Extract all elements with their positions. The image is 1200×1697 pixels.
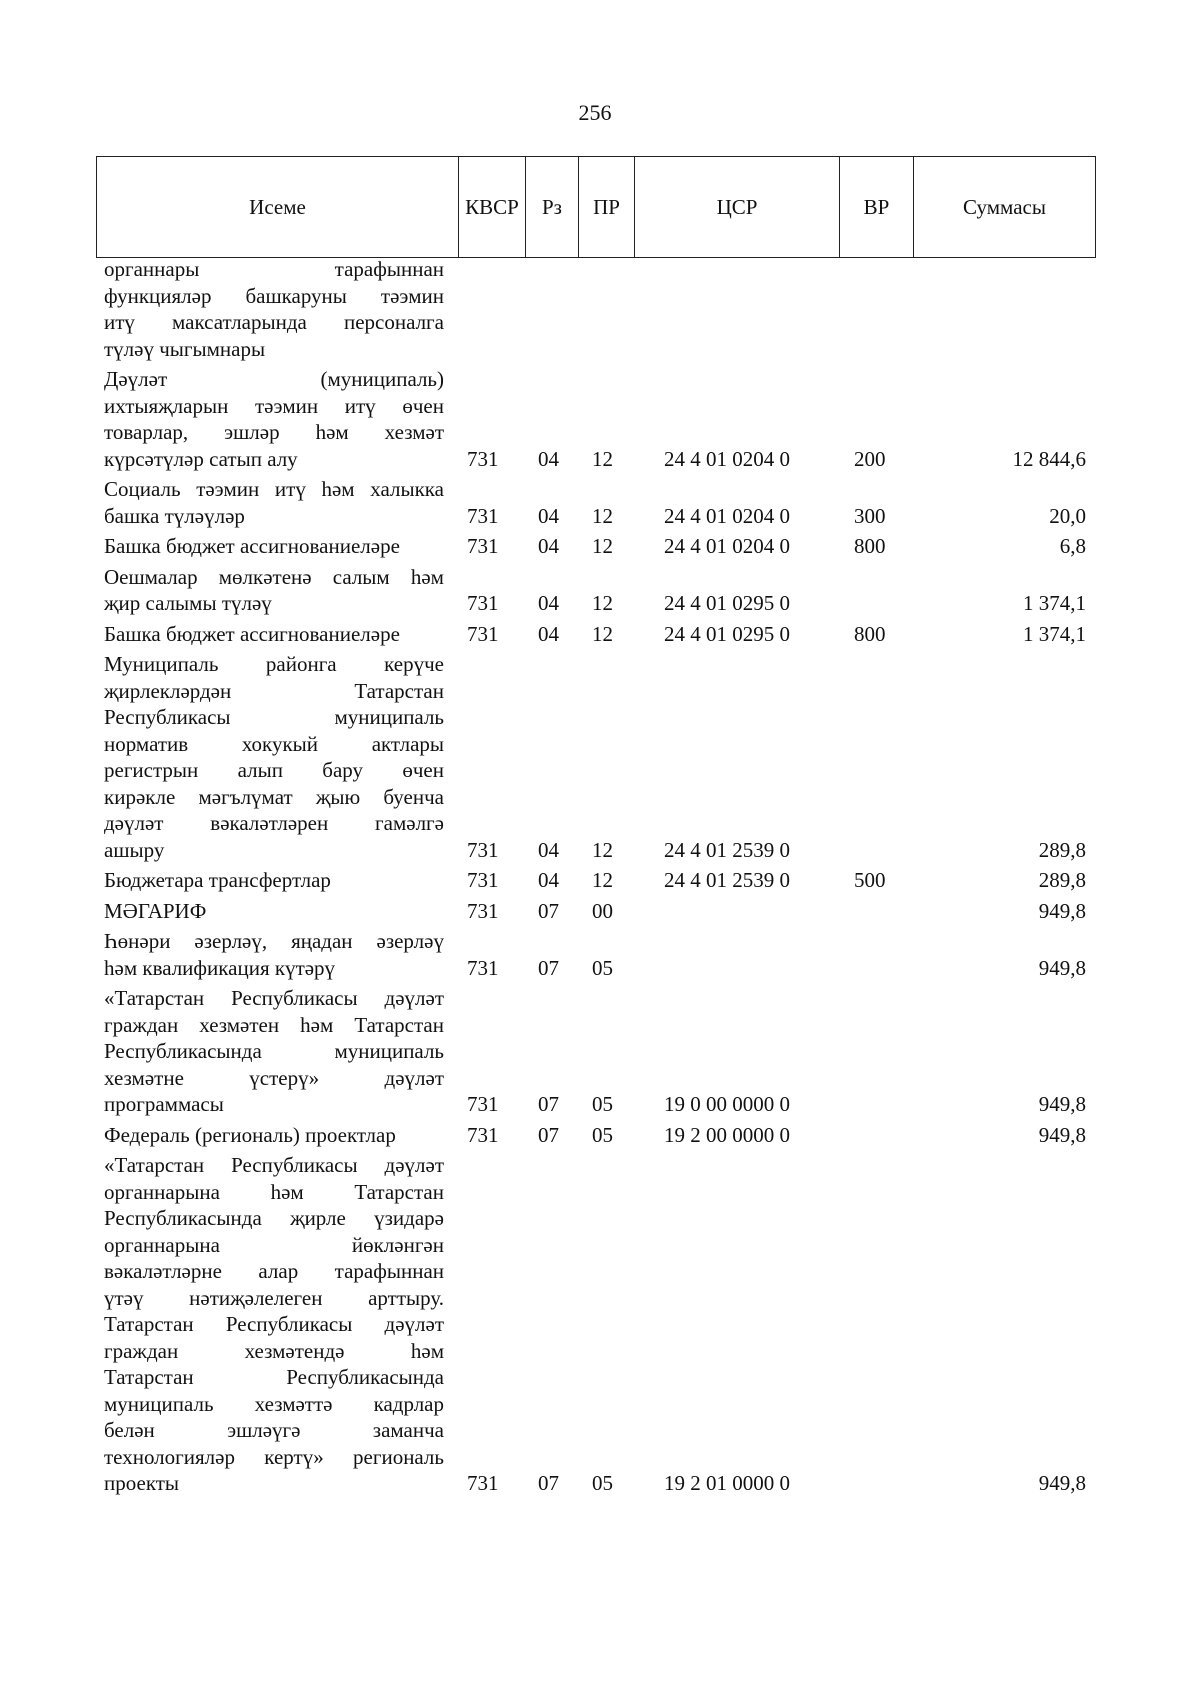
table-row <box>0 621 1200 648</box>
cell-csr: 19 0 00 0000 0 <box>664 1092 790 1116</box>
cell-kvsr: 731 <box>467 955 499 980</box>
row-name <box>104 867 444 894</box>
cell-vr: 800 <box>854 534 886 558</box>
cell-rz: 04 <box>538 621 559 646</box>
row-name-line: Башка бюджет ассигнованиеләре <box>104 534 400 558</box>
table-row <box>0 928 1200 981</box>
row-name-line: функцияләр башкаруны тәэмин <box>104 283 444 308</box>
cell-csr: 24 4 01 0204 0 <box>664 446 790 471</box>
column-header-vr: ВР <box>840 157 914 257</box>
row-name-line: регистрын алып бару өчен <box>104 758 444 782</box>
table-row <box>0 256 1200 362</box>
cell-vr: 500 <box>854 868 886 892</box>
table-row <box>0 898 1200 925</box>
cell-rz: 07 <box>538 1471 559 1495</box>
row-name-line: органнары тарафыннан <box>104 257 444 281</box>
cell-pr: 05 <box>592 955 613 980</box>
row-name-line: Республикасы муниципаль <box>104 705 444 729</box>
cell-sum: 1 374,1 <box>1023 591 1086 615</box>
row-name <box>104 985 444 1118</box>
row-name-line: Дәүләт (муниципаль) <box>104 367 444 391</box>
row-name-line: ашыру <box>104 837 165 862</box>
cell-csr: 24 4 01 2539 0 <box>664 868 790 892</box>
row-name <box>104 621 444 648</box>
row-name-line: кирәкле мәгълүмат җыю буенча <box>104 784 444 809</box>
row-name <box>104 651 444 863</box>
cell-kvsr: 731 <box>467 868 499 892</box>
cell-pr: 12 <box>592 837 613 862</box>
row-name-line: башка түләүләр <box>104 503 245 528</box>
cell-csr: 24 4 01 0204 0 <box>664 534 790 558</box>
cell-csr: 24 4 01 0295 0 <box>664 621 790 646</box>
cell-rz: 07 <box>538 955 559 980</box>
cell-vr: 300 <box>854 503 886 528</box>
cell-pr: 12 <box>592 621 613 646</box>
row-name-line: җир салымы түләү <box>104 591 272 615</box>
cell-pr: 12 <box>592 868 613 892</box>
row-name-line: һәм квалификация күтәрү <box>104 955 336 980</box>
page-number: 256 <box>578 100 612 125</box>
table-header <box>96 156 1096 258</box>
row-name-line: Һөнәри әзерләү, яңадан әзерләү <box>104 929 444 953</box>
cell-sum: 949,8 <box>1038 898 1086 923</box>
row-name <box>104 898 444 925</box>
table-row <box>0 533 1200 560</box>
row-name-line: Оешмалар мөлкәтенә салым һәм <box>104 564 444 589</box>
cell-sum: 6,8 <box>1059 534 1086 558</box>
table-body <box>0 256 1200 1501</box>
row-name-line: товарлар, эшләр һәм хезмәт <box>104 420 444 444</box>
cell-rz: 04 <box>538 591 559 615</box>
table-row <box>0 867 1200 894</box>
cell-kvsr: 731 <box>467 1092 499 1116</box>
row-name-line: граждан хезмәтен һәм Татарстан <box>104 1012 444 1037</box>
cell-sum: 20,0 <box>1049 503 1086 528</box>
cell-kvsr: 731 <box>467 1122 499 1147</box>
column-header-name: Исеме <box>97 157 459 257</box>
row-name-line: проекты <box>104 1471 180 1495</box>
cell-kvsr: 731 <box>467 621 499 646</box>
row-name-line: ихтыяҗларын тәэмин итү өчен <box>104 393 444 418</box>
cell-pr: 12 <box>592 591 613 615</box>
row-name-line: дәүләт вәкаләтләрен гамәлгә <box>104 811 444 835</box>
row-name <box>104 1122 444 1149</box>
cell-rz: 07 <box>538 1092 559 1116</box>
row-name-line: МӘГАРИФ <box>104 898 207 923</box>
cell-kvsr: 731 <box>467 446 499 471</box>
cell-kvsr: 731 <box>467 898 499 923</box>
cell-pr: 05 <box>592 1471 613 1495</box>
row-name-line: җирлекләрдән Татарстан <box>104 678 444 703</box>
table-row <box>0 985 1200 1118</box>
cell-kvsr: 731 <box>467 837 499 862</box>
row-name-line: Татарстан Республикасы дәүләт <box>104 1312 444 1336</box>
row-name-line: Республикасында җирле үзидарә <box>104 1206 444 1230</box>
table-row <box>0 1122 1200 1149</box>
cell-sum: 289,8 <box>1038 837 1086 862</box>
row-name-line: Башка бюджет ассигнованиеләре <box>104 621 400 646</box>
row-name <box>104 928 444 981</box>
cell-csr: 24 4 01 2539 0 <box>664 837 790 862</box>
row-name <box>104 564 444 617</box>
row-name <box>104 533 444 560</box>
cell-kvsr: 731 <box>467 1471 499 1495</box>
cell-pr: 00 <box>592 898 613 923</box>
row-name-line: органнарына һәм Татарстан <box>104 1179 444 1204</box>
cell-sum: 949,8 <box>1038 1122 1086 1147</box>
row-name-line: «Татарстан Республикасы дәүләт <box>104 986 444 1010</box>
cell-rz: 04 <box>538 837 559 862</box>
row-name-line: граждан хезмәтендә һәм <box>104 1338 444 1363</box>
row-name <box>104 256 444 362</box>
table-row <box>0 651 1200 863</box>
cell-sum: 1 374,1 <box>1023 621 1086 646</box>
row-name-line: Татарстан Республикасында <box>104 1365 444 1389</box>
cell-sum: 949,8 <box>1038 955 1086 980</box>
row-name-line: күрсәтүләр сатып алу <box>104 446 298 471</box>
column-header-rz: Рз <box>526 157 579 257</box>
row-name-line: Бюджетара трансфертлар <box>104 868 331 892</box>
row-name-line: үтәү нәтиҗәлелеген арттыру. <box>104 1285 444 1310</box>
row-name-line: программасы <box>104 1092 224 1116</box>
cell-kvsr: 731 <box>467 503 499 528</box>
cell-csr: 24 4 01 0204 0 <box>664 503 790 528</box>
column-header-sum: Суммасы <box>963 194 1046 219</box>
cell-csr: 19 2 01 0000 0 <box>664 1471 790 1495</box>
cell-rz: 07 <box>538 898 559 923</box>
row-name-line: органнарына йөкләнгән <box>104 1232 444 1257</box>
column-header-csr: ЦСР <box>635 157 840 257</box>
row-name-line: «Татарстан Республикасы дәүләт <box>104 1153 444 1177</box>
table-row <box>0 366 1200 472</box>
cell-pr: 05 <box>592 1092 613 1116</box>
row-name <box>104 1152 444 1497</box>
table-row <box>0 564 1200 617</box>
table-row <box>0 476 1200 529</box>
cell-pr: 12 <box>592 534 613 558</box>
cell-rz: 04 <box>538 534 559 558</box>
cell-csr: 24 4 01 0295 0 <box>664 591 790 615</box>
row-name-line: Социаль тәэмин итү һәм халыкка <box>104 477 444 501</box>
cell-vr: 800 <box>854 621 886 646</box>
row-name <box>104 476 444 529</box>
cell-kvsr: 731 <box>467 591 499 615</box>
cell-pr: 05 <box>592 1122 613 1147</box>
row-name <box>104 366 444 472</box>
cell-sum: 12 844,6 <box>1012 446 1086 471</box>
row-name-line: Республикасында муниципаль <box>104 1039 444 1063</box>
cell-rz: 04 <box>538 868 559 892</box>
cell-sum: 949,8 <box>1038 1092 1086 1116</box>
column-header-kvsr: КВСР <box>459 157 526 257</box>
cell-pr: 12 <box>592 446 613 471</box>
row-name-line: түләү чыгымнары <box>104 336 266 361</box>
row-name-line: вәкаләтләрне алар тарафыннан <box>104 1259 444 1283</box>
cell-sum: 289,8 <box>1038 868 1086 892</box>
cell-rz: 07 <box>538 1122 559 1147</box>
cell-sum: 949,8 <box>1038 1471 1086 1495</box>
row-name-line: хезмәтне үстерү» дәүләт <box>104 1065 444 1090</box>
row-name-line: белән эшләүгә заманча <box>104 1418 444 1442</box>
cell-kvsr: 731 <box>467 534 499 558</box>
cell-rz: 04 <box>538 446 559 471</box>
table-row <box>0 1152 1200 1497</box>
cell-csr: 19 2 00 0000 0 <box>664 1122 790 1147</box>
row-name-line: Муниципаль районга керүче <box>104 652 444 676</box>
row-name-line: итү максатларында персоналга <box>104 310 444 334</box>
row-name-line: муниципаль хезмәттә кадрлар <box>104 1391 444 1416</box>
row-name-line: технологияләр кертү» региональ <box>104 1444 444 1469</box>
row-name-line: Федераль (региональ) проектлар <box>104 1122 396 1147</box>
cell-rz: 04 <box>538 503 559 528</box>
column-header-pr: ПР <box>579 157 635 257</box>
cell-pr: 12 <box>592 503 613 528</box>
row-name-line: норматив хокукый актлары <box>104 731 444 756</box>
cell-vr: 200 <box>854 446 886 471</box>
